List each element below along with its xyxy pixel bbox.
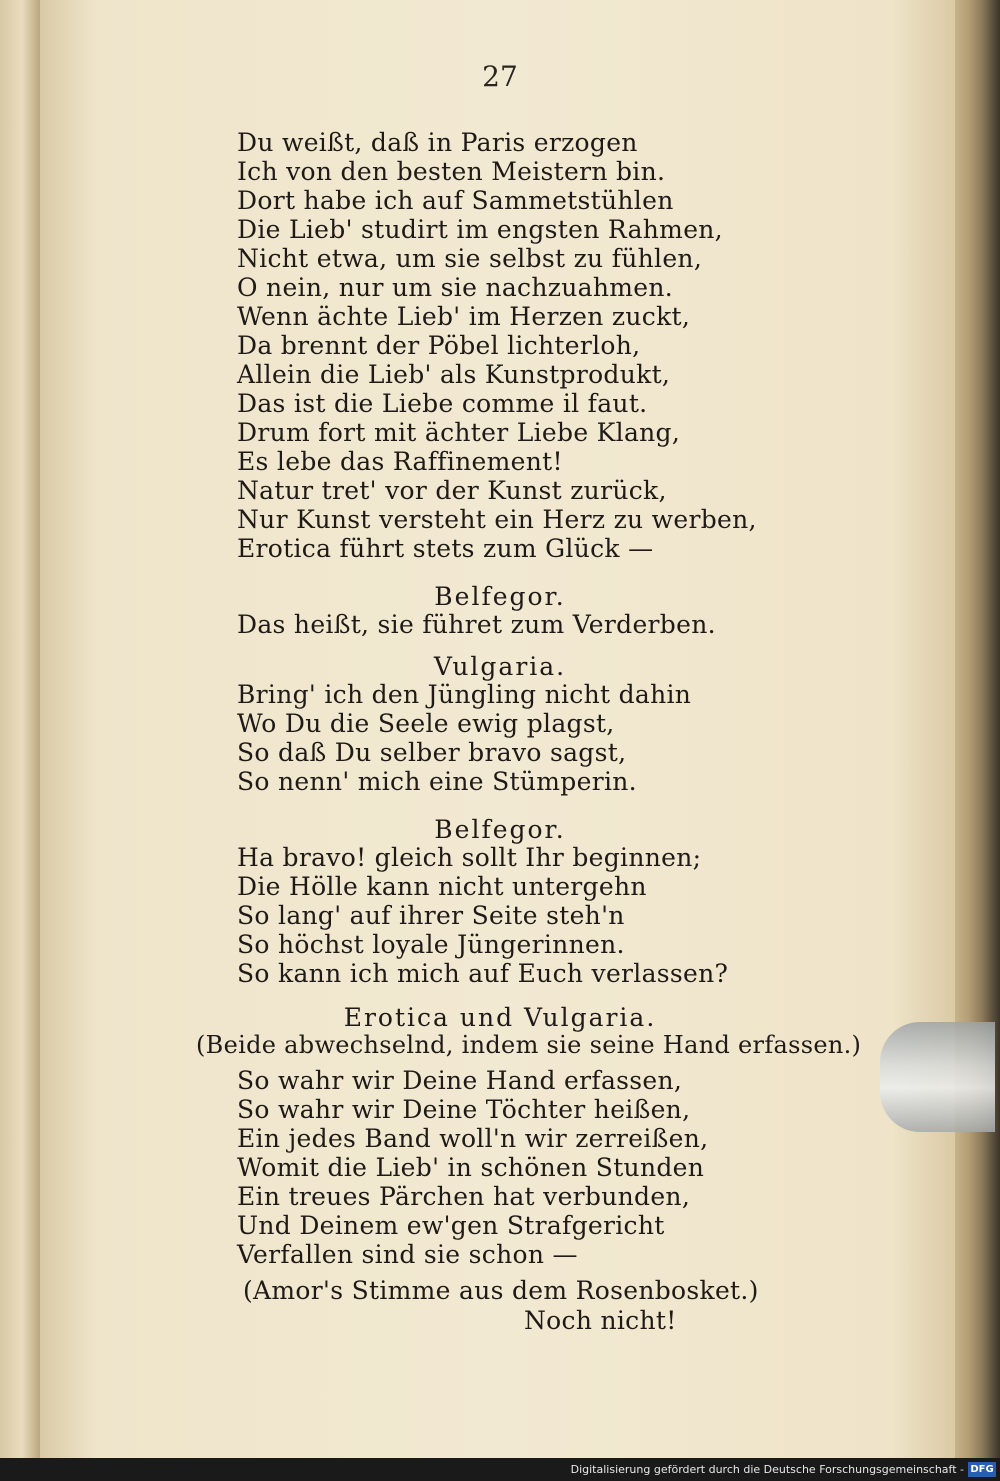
verse-line: Es lebe das Raffinement! <box>237 447 563 476</box>
verse-line: Ich von den besten Meistern bin. <box>237 157 666 186</box>
verse-line: Nicht etwa, um sie selbst zu fühlen, <box>237 244 703 273</box>
verse-line: Noch nicht! <box>524 1306 677 1335</box>
verse-line: Bring' ich den Jüngling nicht dahin <box>237 680 692 709</box>
verse-line: Die Lieb' studirt im engsten Rahmen, <box>237 215 723 244</box>
verse-line: Du weißt, daß in Paris erzogen <box>237 128 638 157</box>
verse-line: Ein jedes Band woll'n wir zerreißen, <box>237 1124 709 1153</box>
verse-line: Womit die Lieb' in schönen Stunden <box>237 1153 705 1182</box>
page-stack-edge <box>955 0 1000 1460</box>
footer-credit: Digitalisierung gefördert durch die Deutsche Forschungsgemeinschaft - <box>570 1463 964 1476</box>
dfg-logo: DFG <box>968 1462 996 1477</box>
verse-line: Das ist die Liebe comme il faut. <box>237 389 648 418</box>
speaker-heading: Vulgaria. <box>433 652 567 681</box>
verse-line: Da brennt der Pöbel lichterloh, <box>237 331 641 360</box>
verse-line: Drum fort mit ächter Liebe Klang, <box>237 418 681 447</box>
stage-direction: (Amor's Stimme aus dem Rosenbosket.) <box>243 1276 759 1305</box>
left-page-edge <box>0 0 40 1460</box>
verse-line: Ein treues Pärchen hat verbunden, <box>237 1182 691 1211</box>
verse-line: Allein die Lieb' als Kunstprodukt, <box>237 360 671 389</box>
verse-line: So wahr wir Deine Töchter heißen, <box>237 1095 691 1124</box>
verse-line: So daß Du selber bravo sagst, <box>237 738 627 767</box>
verse-line: Nur Kunst versteht ein Herz zu werben, <box>237 505 757 534</box>
verse-line: Natur tret' vor der Kunst zurück, <box>237 476 667 505</box>
verse-line: So wahr wir Deine Hand erfassen, <box>237 1066 683 1095</box>
verse-line: Ha bravo! gleich sollt Ihr beginnen; <box>237 843 702 872</box>
verse-line: Erotica führt stets zum Glück — <box>237 534 654 563</box>
verse-line: O nein, nur um sie nachzuahmen. <box>237 273 673 302</box>
verse-line: So kann ich mich auf Euch verlassen? <box>237 959 729 988</box>
verse-line: Die Hölle kann nicht untergehn <box>237 872 647 901</box>
verse-line: Verfallen sind sie schon — <box>237 1240 578 1269</box>
verse-line: Das heißt, sie führet zum Verderben. <box>237 610 716 639</box>
verse-line: Wo Du die Seele ewig plagst, <box>237 709 615 738</box>
verse-line: Wenn ächte Lieb' im Herzen zuckt, <box>237 302 691 331</box>
verse-line: So nenn' mich eine Stümperin. <box>237 767 637 796</box>
speaker-heading: Belfegor. <box>434 815 566 844</box>
stage-direction: (Beide abwechselnd, indem sie seine Hand erfassen.) <box>196 1031 862 1059</box>
speaker-heading: Erotica und Vulgaria. <box>343 1003 657 1032</box>
verse-line: Und Deinem ew'gen Strafgericht <box>237 1211 665 1240</box>
page-clip <box>880 1022 995 1132</box>
verse-line: Dort habe ich auf Sammetstühlen <box>237 186 674 215</box>
page-number: 27 <box>482 60 518 93</box>
verse-line: So höchst loyale Jüngerinnen. <box>237 930 625 959</box>
verse-line: So lang' auf ihrer Seite steh'n <box>237 901 625 930</box>
speaker-heading: Belfegor. <box>434 582 566 611</box>
